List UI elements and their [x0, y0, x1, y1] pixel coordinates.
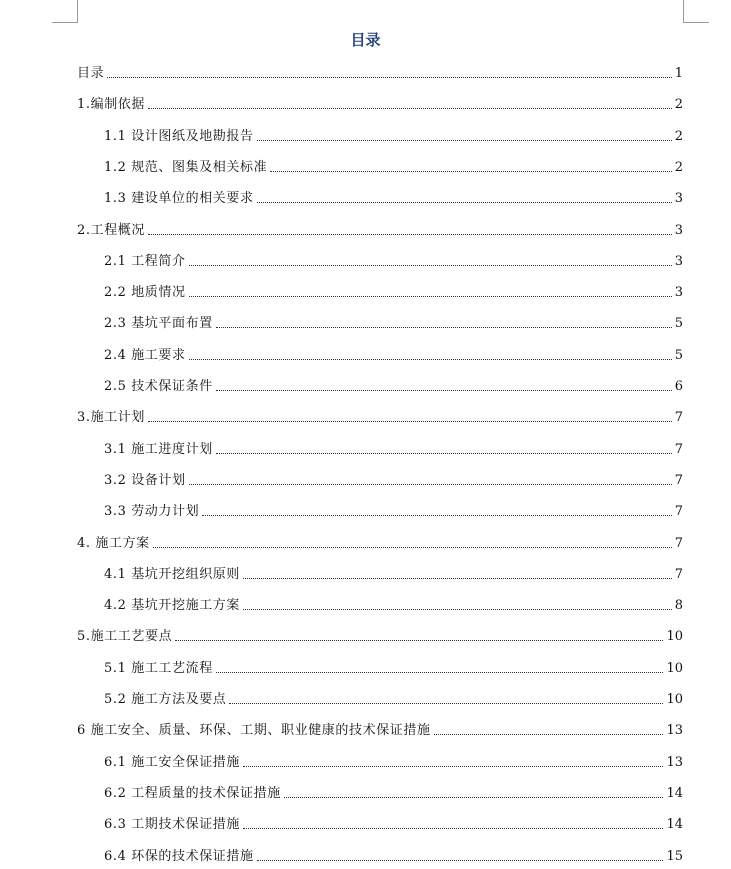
- dot-leader: [153, 546, 672, 548]
- toc-entry[interactable]: [77, 402, 683, 426]
- dot-leader: [202, 514, 672, 516]
- toc-entry-page-number: 14: [666, 785, 683, 801]
- crop-mark-left-h: [52, 22, 78, 23]
- toc-entry-label: 5.施工工艺要点: [77, 629, 173, 645]
- dot-leader: [434, 733, 664, 735]
- toc-entry-label: 1.编制依据: [77, 97, 146, 113]
- toc-entry[interactable]: [104, 308, 683, 332]
- toc-entry-label: 2.1 工程简介: [104, 253, 186, 269]
- dot-leader: [243, 577, 672, 579]
- toc-entry-label: 4. 施工方案: [77, 535, 150, 551]
- toc-heading: 目录: [350, 31, 381, 49]
- toc-entry[interactable]: [104, 152, 683, 176]
- toc-entry-label: 5.1 施工工艺流程: [104, 660, 213, 676]
- toc-entry[interactable]: [104, 277, 683, 301]
- toc-entry-label: 1.1 设计图纸及地勘报告: [104, 128, 254, 144]
- toc-entry-page-number: 10: [666, 692, 683, 707]
- toc-entry-page-number: 6: [674, 379, 683, 394]
- toc-entry-label: 1.2 规范、图集及相关标准: [104, 159, 268, 175]
- toc-entry-label: 5.2 施工方法及要点: [104, 692, 227, 707]
- toc-entry-label: 6.3 工期技术保证措施: [104, 817, 241, 833]
- toc-entry[interactable]: [77, 715, 683, 739]
- toc-entry-label: 2.3 基坑平面布置: [104, 316, 213, 332]
- toc-entry-label: 1.3 建设单位的相关要求: [104, 191, 254, 207]
- toc-entry-label: 2.5 技术保证条件: [104, 379, 213, 394]
- dot-leader: [243, 827, 663, 829]
- toc-entry-label: 6.1 施工安全保证措施: [104, 754, 241, 770]
- toc-entry-page-number: 3: [674, 285, 683, 301]
- toc-entry[interactable]: [104, 747, 683, 771]
- toc-entry-label: 4.1 基坑开挖组织原则: [104, 566, 241, 582]
- toc-entry-label: 3.2 设备计划: [104, 472, 186, 488]
- toc-entry[interactable]: [104, 841, 683, 865]
- crop-mark-right-v: [683, 0, 684, 23]
- dot-leader: [216, 452, 672, 454]
- dot-leader: [189, 358, 672, 360]
- dot-leader: [175, 639, 663, 641]
- toc-entry[interactable]: [104, 121, 683, 145]
- dot-leader: [189, 483, 672, 485]
- dot-leader: [216, 389, 672, 391]
- toc-entry[interactable]: [77, 89, 683, 113]
- toc-entry[interactable]: [104, 246, 683, 270]
- dot-leader: [216, 671, 664, 673]
- toc-entry[interactable]: [77, 58, 683, 82]
- toc-entry-label: 2.工程概况: [77, 222, 146, 238]
- toc-entry-page-number: 7: [674, 441, 683, 457]
- toc-entry-page-number: 3: [674, 222, 683, 238]
- toc-entry-page-number: 7: [674, 410, 683, 426]
- toc-entry-page-number: 5: [674, 347, 683, 363]
- toc-entry-page-number: 15: [666, 848, 683, 864]
- toc-entry-page-number: 13: [666, 754, 683, 770]
- dot-leader: [148, 233, 672, 235]
- toc-entry-label: 6.2 工程质量的技术保证措施: [104, 785, 281, 801]
- dot-leader: [189, 295, 672, 297]
- toc-entry-label: 3.1 施工进度计划: [104, 441, 213, 457]
- toc-entry-label: 3.施工计划: [77, 410, 146, 426]
- toc-entry-page-number: 2: [674, 159, 683, 175]
- dot-leader: [243, 765, 663, 767]
- toc-entry-page-number: 1: [674, 66, 683, 81]
- dot-leader: [257, 201, 672, 203]
- toc-entry[interactable]: [77, 528, 683, 552]
- toc-entry[interactable]: [104, 434, 683, 458]
- toc-entry[interactable]: [104, 590, 683, 614]
- toc-entry-label: 目录: [77, 66, 105, 81]
- toc-entry[interactable]: [104, 559, 683, 583]
- dot-leader: [148, 107, 672, 109]
- toc-entry-label: 4.2 基坑开挖施工方案: [104, 598, 241, 614]
- dot-leader: [270, 170, 672, 172]
- toc-entry[interactable]: [104, 778, 683, 802]
- toc-entry[interactable]: [104, 340, 683, 364]
- dot-leader: [229, 702, 663, 704]
- dot-leader: [107, 76, 672, 78]
- toc-entry-page-number: 3: [674, 191, 683, 207]
- toc-entry-page-number: 3: [674, 253, 683, 269]
- toc-entry-page-number: 10: [666, 629, 683, 645]
- toc-entry[interactable]: [104, 653, 683, 677]
- toc-entry-label: 2.4 施工要求: [104, 347, 186, 363]
- toc-entry-label: 6.4 环保的技术保证措施: [104, 848, 254, 864]
- toc-entry-page-number: 5: [674, 316, 683, 332]
- toc-entry-page-number: 7: [674, 472, 683, 488]
- toc-entry[interactable]: [104, 496, 683, 520]
- toc-entry-page-number: 14: [666, 817, 683, 833]
- dot-leader: [257, 139, 672, 141]
- toc-entry-page-number: 7: [674, 504, 683, 520]
- dot-leader: [216, 326, 672, 328]
- crop-mark-left-v: [77, 0, 78, 23]
- toc-entry[interactable]: [77, 215, 683, 239]
- toc-entry[interactable]: [104, 809, 683, 833]
- crop-mark-right-h: [683, 22, 709, 23]
- toc-entry[interactable]: [104, 371, 683, 395]
- toc-entry-page-number: 2: [674, 128, 683, 144]
- dot-leader: [257, 859, 664, 861]
- dot-leader: [243, 608, 672, 610]
- toc-entry-page-number: 13: [666, 723, 683, 739]
- toc-entry-label: 2.2 地质情况: [104, 285, 186, 301]
- dot-leader: [148, 420, 672, 422]
- toc-entry[interactable]: [104, 465, 683, 489]
- toc-entry-page-number: 10: [666, 660, 683, 676]
- toc-entry-page-number: 2: [674, 97, 683, 113]
- toc-entry[interactable]: [77, 621, 683, 645]
- toc-entry-label: 6 施工安全、质量、环保、工期、职业健康的技术保证措施: [77, 723, 431, 739]
- toc-entry[interactable]: [104, 183, 683, 207]
- toc-entry-page-number: 7: [674, 566, 683, 582]
- toc-entry[interactable]: [104, 684, 683, 708]
- dot-leader: [189, 264, 672, 266]
- toc-entry-page-number: 7: [674, 535, 683, 551]
- toc-entry-label: 3.3 劳动力计划: [104, 504, 200, 520]
- toc-entry-page-number: 8: [674, 598, 683, 614]
- dot-leader: [284, 796, 664, 798]
